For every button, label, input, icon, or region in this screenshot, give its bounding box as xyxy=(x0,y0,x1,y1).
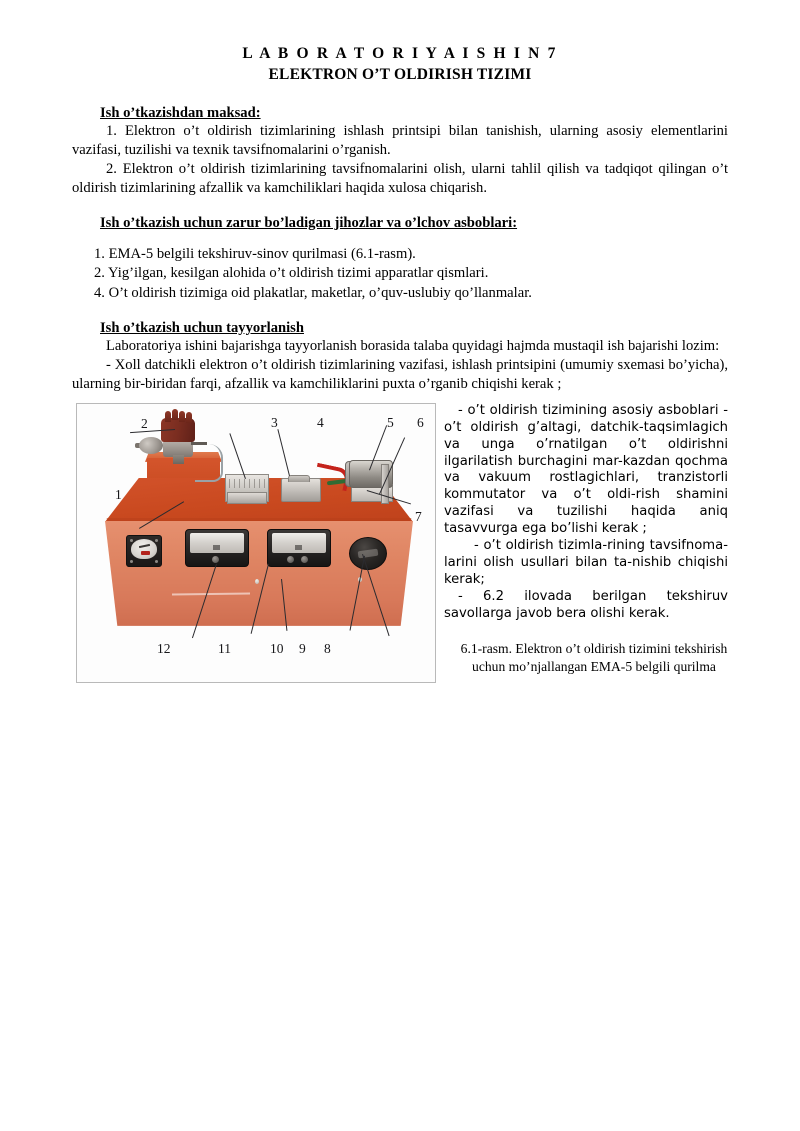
module-vent-grid-icon xyxy=(229,479,265,488)
section-heading-equipment: Ish o’tkazish uchun zarur bo’ladigan jihozlar va o’lchov asboblari: xyxy=(100,214,518,231)
distributor-terminal-icon xyxy=(186,412,192,423)
meter-scale-face xyxy=(190,533,244,553)
panel-screw-icon xyxy=(155,560,158,563)
figure-side-text xyxy=(444,403,728,623)
wrapped-bullet-2: - o’t oldirish tizimining asosiy asboblari - o’t oldirish g’altagi, datchik-taqsimlagich va unga o’rnatilgan o’t oldirishni ilgarilatish burchagini mar-kazdan qochma va vakuum rostlagichlari, tranzistorli kommutator va o’t oldi-rish shamini vazifasi va tuzilishi haqida aniq tasavvurga ega bo’lishi kerak ; xyxy=(444,402,728,537)
callout-leader-3 xyxy=(229,433,246,479)
figure-callout-4: 4 xyxy=(317,414,324,430)
figure-callout-8: 8 xyxy=(324,640,331,656)
figure-callout-5: 5 xyxy=(387,414,394,430)
figure-callout-11: 11 xyxy=(218,640,231,656)
wrapped-bullet-3: - o’t oldirish tizimla-rining tavsifnoma-larini olish usullari bilan ta-nishib chiqishi kerak; xyxy=(444,537,728,587)
figure-caption xyxy=(444,640,744,675)
goal-item-1: 1. Elektron o’t oldirish tizimlarining ishlash printsipi bilan tanishish, ularning asosiy elementlarini vazifasi, tuzilishi va texnik tavsifnomalarini o’rganish. xyxy=(72,122,728,158)
distributor-terminal-icon xyxy=(179,411,185,422)
figure-caption-line-1: 6.1-rasm. Elektron o’t oldirish tizimini tekshirish xyxy=(460,641,728,657)
meter-adjust-knob-icon xyxy=(287,556,294,563)
equipment-item-3: 4. O’t oldirish tizimiga oid plakatlar, maketlar, o’quv-uslubiy qo’llanmalar. xyxy=(94,284,532,301)
page-title-line-1: L A B O R A T O R I Y A I S H I N 7 xyxy=(242,45,558,62)
distributor-shaft xyxy=(173,455,184,464)
meter-adjust-knob-icon xyxy=(301,556,308,563)
vacuum-regulator-icon xyxy=(139,437,163,454)
equipment-item-2: 2. Yig’ilgan, kesilgan alohida o’t oldirish tizimi apparatlar qismlari. xyxy=(94,265,489,282)
round-gauge-instrument xyxy=(126,535,162,567)
panel-screw-icon xyxy=(130,560,133,563)
commutator-module-base xyxy=(227,492,267,504)
figure-callout-9: 9 xyxy=(299,640,306,656)
panel-screw-icon xyxy=(255,579,259,584)
callout-leader-4 xyxy=(277,429,290,476)
module-connector-icon xyxy=(288,475,310,482)
equipment-photo xyxy=(77,404,435,682)
distributor-terminal-icon xyxy=(165,411,171,422)
meter-scale-face xyxy=(272,533,326,553)
figure-caption-line-2: uchun mo’njallangan EMA-5 belgili qurilma xyxy=(472,659,716,675)
figure-callout-1: 1 xyxy=(115,486,122,502)
figure-block xyxy=(72,403,728,703)
figure-callout-3: 3 xyxy=(271,414,278,430)
gauge-red-scale-icon xyxy=(141,551,150,555)
page-content xyxy=(72,44,728,703)
figure-callout-2: 2 xyxy=(141,415,148,431)
panel-screw-icon xyxy=(130,539,133,542)
gauge-face xyxy=(131,539,157,559)
goal-item-2: 2. Elektron o’t oldirish tizimlarining tavsifnomalarini olish, ularni tahlil qilish va tadqiqot qilingan o’t oldirish tizimlarining afzallik va kamchiliklari haqida xulosa chiqarish. xyxy=(72,160,728,196)
section-heading-preparation: Ish o’tkazish uchun tayyorlanish xyxy=(100,319,304,336)
conduit-tube xyxy=(195,444,223,482)
panel-screw-icon xyxy=(155,539,158,542)
panel-meter-right xyxy=(267,529,331,567)
distributor-terminal-icon xyxy=(172,409,178,420)
rotary-selector-knob xyxy=(349,537,387,570)
preparation-intro: Laboratoriya ishini bajarishga tayyorlanish borasida talaba quyidagi hajmda mustaqil ish bajarishi lozim: xyxy=(106,337,720,354)
figure-callout-7: 7 xyxy=(415,508,422,524)
preparation-bullet-1: - Xoll datchikli elektron o’t oldirish tizimlarining vazifasi, ishlash printsipini (umumiy sxemasi bo’yicha), ularning bir-biridan farqi, afzallik va kamchiliklarini puxta o’rganib chiqishi kerak ; xyxy=(72,356,728,392)
figure-callout-12: 12 xyxy=(157,640,171,656)
figure-callout-10: 10 xyxy=(270,640,284,656)
wrapped-bullet-4: - 6.2 ilovada berilgan tekshiruv savollarga javob bera olishi kerak. xyxy=(444,588,728,621)
section-heading-goal: Ish o’tkazishdan maksad: xyxy=(100,104,261,121)
panel-meter-left xyxy=(185,529,249,567)
figure-image-frame xyxy=(76,403,436,683)
figure-callout-6: 6 xyxy=(417,414,424,430)
equipment-item-1: 1. EMA-5 belgili tekshiruv-sinov qurilmasi (6.1-rasm). xyxy=(94,245,416,262)
page-title-line-2: ELEKTRON O’T OLDIRISH TIZIMI xyxy=(268,65,532,83)
meter-adjust-knob-icon xyxy=(212,556,219,563)
